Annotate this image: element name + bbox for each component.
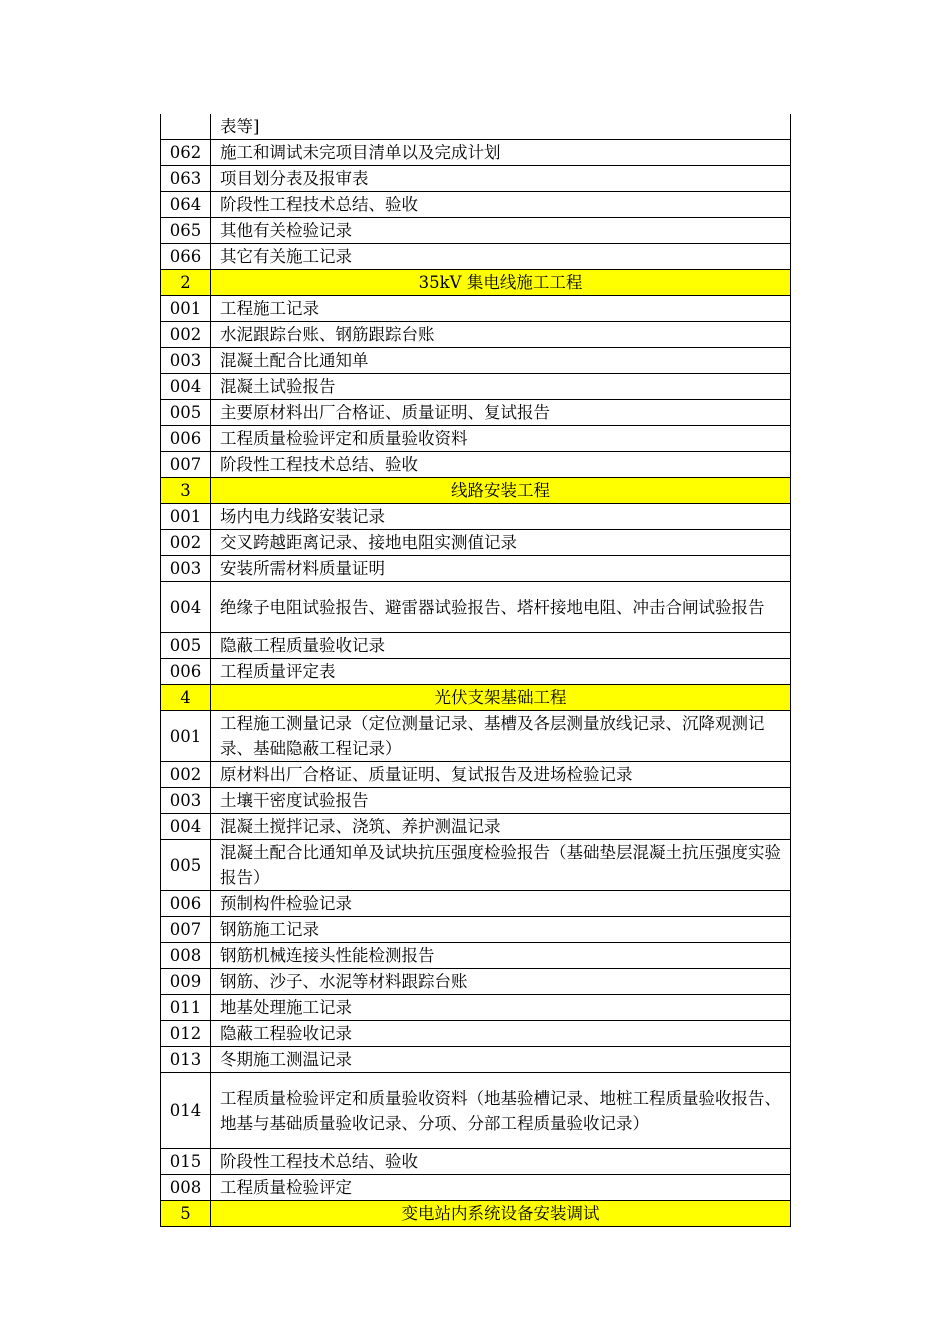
- item-code: 008: [161, 1175, 211, 1201]
- section-number: 4: [161, 685, 211, 711]
- item-code: 065: [161, 218, 211, 244]
- item-code: 012: [161, 1021, 211, 1047]
- table-body: [161, 114, 791, 1227]
- table-row: [161, 840, 791, 891]
- table-row: [161, 788, 791, 814]
- item-code: 009: [161, 969, 211, 995]
- table-row: [161, 633, 791, 659]
- item-description: 项目划分表及报审表: [211, 166, 791, 192]
- item-description: 钢筋施工记录: [211, 917, 791, 943]
- item-description: 工程质量评定表: [211, 659, 791, 685]
- item-description: 钢筋机械连接头性能检测报告: [211, 943, 791, 969]
- section-title: 线路安装工程: [211, 478, 791, 504]
- table-row: [161, 322, 791, 348]
- table-row: [161, 1047, 791, 1073]
- item-description: 安装所需材料质量证明: [211, 556, 791, 582]
- item-description: 绝缘子电阻试验报告、避雷器试验报告、塔杆接地电阻、冲击合闸试验报告: [211, 582, 791, 633]
- section-title: 35kV 集电线施工工程: [211, 270, 791, 296]
- item-description: 工程施工测量记录（定位测量记录、基槽及各层测量放线记录、沉降观测记录、基础隐蔽工程记录）: [211, 711, 791, 762]
- table-row: [161, 296, 791, 322]
- item-description: 表等]: [211, 114, 791, 140]
- item-description: 场内电力线路安装记录: [211, 504, 791, 530]
- table-row: [161, 426, 791, 452]
- item-code: 004: [161, 374, 211, 400]
- item-code: 005: [161, 400, 211, 426]
- item-code: 003: [161, 348, 211, 374]
- item-description: 阶段性工程技术总结、验收: [211, 452, 791, 478]
- table-row: [161, 582, 791, 633]
- table-row: [161, 504, 791, 530]
- table-row: [161, 814, 791, 840]
- table-row: [161, 1175, 791, 1201]
- item-code: 064: [161, 192, 211, 218]
- table-row: [161, 374, 791, 400]
- table-row: [161, 1073, 791, 1149]
- item-code: 006: [161, 426, 211, 452]
- table-row: [161, 140, 791, 166]
- item-description: 工程质量检验评定和质量验收资料: [211, 426, 791, 452]
- item-description: 主要原材料出厂合格证、质量证明、复试报告: [211, 400, 791, 426]
- table-row: [161, 192, 791, 218]
- item-code: 062: [161, 140, 211, 166]
- item-description: 冬期施工测温记录: [211, 1047, 791, 1073]
- section-title: 光伏支架基础工程: [211, 685, 791, 711]
- item-code: 006: [161, 659, 211, 685]
- section-number: 2: [161, 270, 211, 296]
- table-row: [161, 1149, 791, 1175]
- item-description: 混凝土配合比通知单: [211, 348, 791, 374]
- item-code: 002: [161, 762, 211, 788]
- item-code: 007: [161, 452, 211, 478]
- item-description: 原材料出厂合格证、质量证明、复试报告及进场检验记录: [211, 762, 791, 788]
- item-code: 003: [161, 556, 211, 582]
- item-description: 交叉跨越距离记录、接地电阻实测值记录: [211, 530, 791, 556]
- item-description: 预制构件检验记录: [211, 891, 791, 917]
- item-description: 钢筋、沙子、水泥等材料跟踪台账: [211, 969, 791, 995]
- table-row: [161, 891, 791, 917]
- document-table: [160, 114, 791, 1227]
- item-description: 混凝土试验报告: [211, 374, 791, 400]
- table-row: [161, 244, 791, 270]
- item-description: 工程施工记录: [211, 296, 791, 322]
- item-code: 011: [161, 995, 211, 1021]
- table-row: [161, 995, 791, 1021]
- item-code: [161, 114, 211, 140]
- section-header-row: [161, 270, 791, 296]
- item-code: 003: [161, 788, 211, 814]
- table-row: [161, 659, 791, 685]
- item-description: 隐蔽工程验收记录: [211, 1021, 791, 1047]
- item-description: 阶段性工程技术总结、验收: [211, 192, 791, 218]
- item-code: 002: [161, 530, 211, 556]
- table-row: [161, 218, 791, 244]
- item-code: 004: [161, 582, 211, 633]
- section-header-row: [161, 1201, 791, 1227]
- item-code: 006: [161, 891, 211, 917]
- table-row: [161, 943, 791, 969]
- item-description: 工程质量检验评定: [211, 1175, 791, 1201]
- item-code: 066: [161, 244, 211, 270]
- item-code: 005: [161, 840, 211, 891]
- table-row: [161, 166, 791, 192]
- item-description: 施工和调试未完项目清单以及完成计划: [211, 140, 791, 166]
- table-row: [161, 762, 791, 788]
- table-row: [161, 1021, 791, 1047]
- table-row: [161, 530, 791, 556]
- table-row: [161, 348, 791, 374]
- table-row: [161, 400, 791, 426]
- table-row: [161, 114, 791, 140]
- section-number: 3: [161, 478, 211, 504]
- section-number: 5: [161, 1201, 211, 1227]
- item-description: 工程质量检验评定和质量验收资料（地基验槽记录、地桩工程质量验收报告、地基与基础质量验收记录、分项、分部工程质量验收记录）: [211, 1073, 791, 1149]
- item-code: 001: [161, 296, 211, 322]
- item-code: 001: [161, 711, 211, 762]
- section-header-row: [161, 478, 791, 504]
- section-title: 变电站内系统设备安装调试: [211, 1201, 791, 1227]
- item-description: 混凝土搅拌记录、浇筑、养护测温记录: [211, 814, 791, 840]
- item-code: 008: [161, 943, 211, 969]
- table-row: [161, 917, 791, 943]
- table-row: [161, 969, 791, 995]
- item-code: 015: [161, 1149, 211, 1175]
- item-code: 014: [161, 1073, 211, 1149]
- item-description: 阶段性工程技术总结、验收: [211, 1149, 791, 1175]
- table-row: [161, 556, 791, 582]
- item-code: 001: [161, 504, 211, 530]
- section-header-row: [161, 685, 791, 711]
- item-description: 混凝土配合比通知单及试块抗压强度检验报告（基础垫层混凝土抗压强度实验报告）: [211, 840, 791, 891]
- item-description: 地基处理施工记录: [211, 995, 791, 1021]
- item-description: 土壤干密度试验报告: [211, 788, 791, 814]
- item-code: 005: [161, 633, 211, 659]
- item-description: 其它有关施工记录: [211, 244, 791, 270]
- table-row: [161, 452, 791, 478]
- item-description: 隐蔽工程质量验收记录: [211, 633, 791, 659]
- item-code: 002: [161, 322, 211, 348]
- item-code: 063: [161, 166, 211, 192]
- table-row: [161, 711, 791, 762]
- item-code: 013: [161, 1047, 211, 1073]
- item-description: 其他有关检验记录: [211, 218, 791, 244]
- item-description: 水泥跟踪台账、钢筋跟踪台账: [211, 322, 791, 348]
- item-code: 007: [161, 917, 211, 943]
- item-code: 004: [161, 814, 211, 840]
